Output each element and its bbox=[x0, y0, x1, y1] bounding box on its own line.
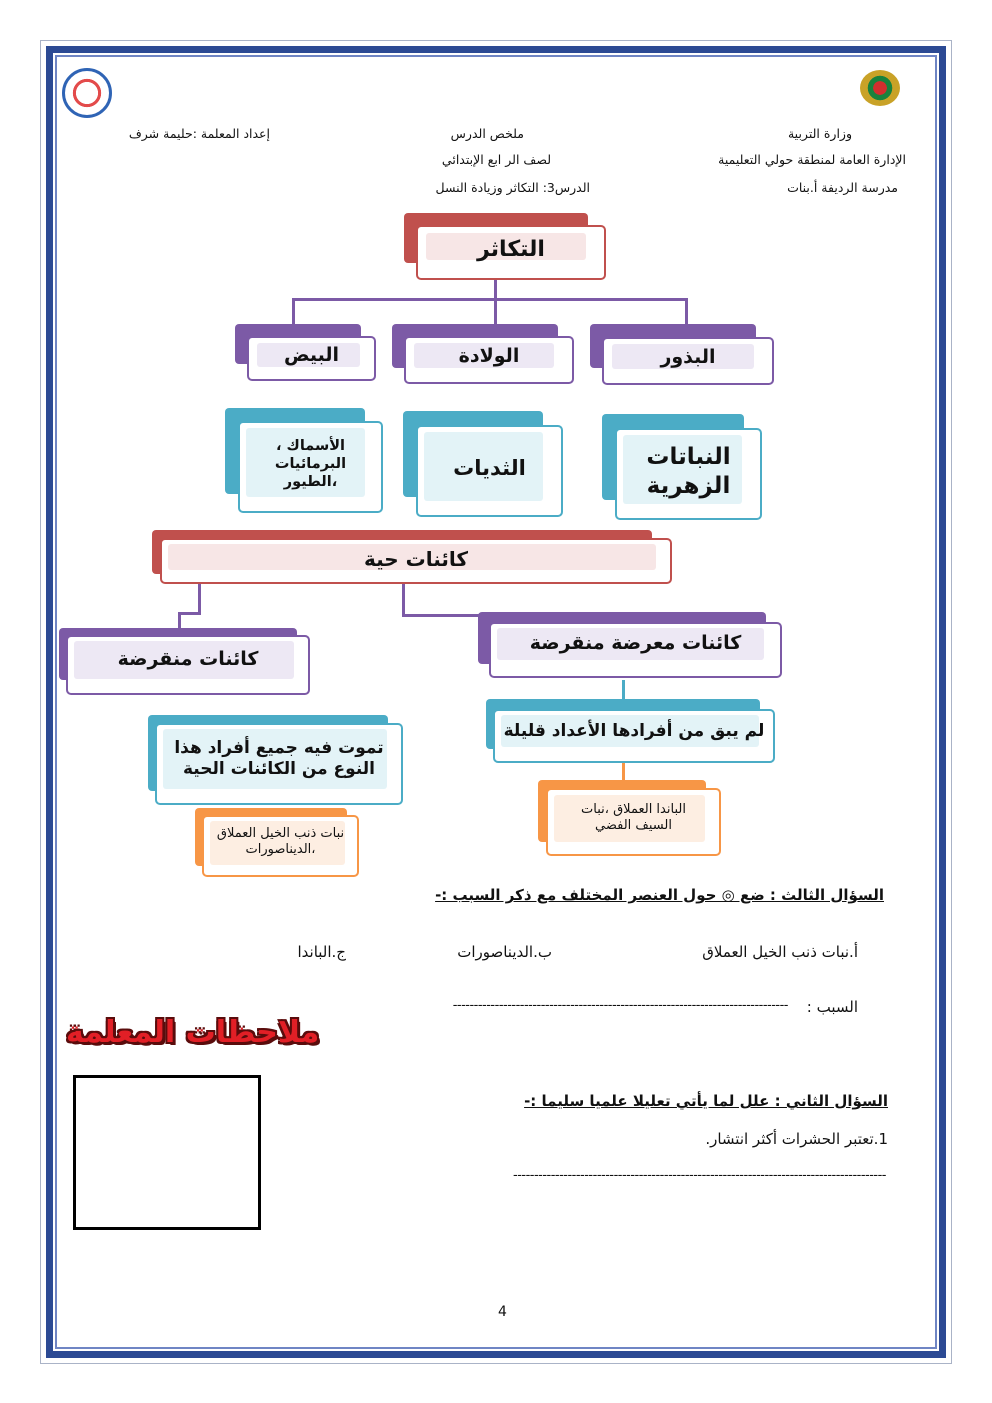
question2-item1: 1.تعتبر الحشرات أكثر انتشار. bbox=[705, 1130, 888, 1148]
root-box bbox=[416, 225, 606, 280]
question2-title: السؤال الثاني : علل لما يأتي تعليلا علميا سليما :- bbox=[524, 1092, 888, 1110]
lesson-title: الدرس3: التكاثر وزيادة النسل bbox=[435, 180, 590, 195]
extinct-examples: نبات ذنب الخيل العملاق ،الديناصورات bbox=[216, 825, 345, 857]
question3-option-c[interactable]: ج.الباندا bbox=[297, 943, 346, 961]
question3-reason-label: السبب : bbox=[806, 998, 858, 1016]
question3-title: السؤال الثالث : ضع ◎ حول العنصر المختلف مع ذكر السبب :- bbox=[435, 886, 884, 904]
extinct-label: كائنات منقرضة bbox=[117, 648, 259, 671]
connector bbox=[402, 614, 490, 617]
example-fish-box bbox=[238, 421, 383, 513]
branch-birth-label: الولادة bbox=[458, 345, 520, 368]
extinct-definition-box bbox=[155, 723, 403, 805]
question3-option-a[interactable]: أ.نبات ذنب الخيل العملاق bbox=[702, 943, 858, 961]
extinct-definition: تموت فيه جميع أفراد هذا النوع من الكائنات الحية bbox=[174, 737, 384, 779]
branch-eggs-label: البيض bbox=[283, 343, 340, 366]
connector bbox=[494, 280, 497, 300]
teacher-name: إعداد المعلمة :حليمة شرف bbox=[128, 126, 270, 141]
question2-answer-line[interactable]: ----------------------------------------------------------------------------------------- bbox=[513, 1168, 886, 1183]
branch-eggs-box bbox=[247, 336, 376, 381]
endangered-definition-box bbox=[493, 709, 775, 763]
school-logo bbox=[62, 68, 112, 118]
extinct-box bbox=[66, 635, 310, 695]
school-name: مدرسة الرديفة أ.بنات bbox=[787, 180, 898, 195]
connector bbox=[178, 612, 201, 615]
root-label: التكاثر bbox=[477, 236, 545, 262]
living-box bbox=[160, 538, 672, 584]
example-fish: الأسماك ، البرمائيات ،الطيور bbox=[274, 437, 347, 491]
endangered-label: كائنات معرضة منقرضة bbox=[529, 632, 742, 655]
page-number: 4 bbox=[498, 1304, 507, 1320]
connector bbox=[402, 584, 405, 616]
branch-seeds-box bbox=[602, 337, 774, 385]
teacher-notes-title: ملاحظات المعلمة bbox=[66, 1015, 320, 1050]
branch-seeds-label: البذور bbox=[660, 346, 716, 369]
teacher-notes-box[interactable] bbox=[73, 1075, 261, 1230]
living-label: كائنات حية bbox=[363, 546, 469, 571]
example-mammals-box bbox=[416, 425, 563, 517]
ministry-emblem bbox=[860, 70, 900, 106]
endangered-examples-box bbox=[546, 788, 721, 856]
summary-label: ملخص الدرس bbox=[450, 126, 524, 141]
endangered-box bbox=[489, 622, 782, 678]
grade-label: لصف الر ابع الإبتدائي bbox=[441, 152, 551, 167]
connector bbox=[622, 680, 625, 700]
example-flowering-plants: النباتات الزهرية bbox=[646, 444, 731, 499]
example-mammals: الثديات bbox=[453, 455, 526, 480]
extinct-examples-box bbox=[202, 815, 359, 877]
ministry-name: وزارة التربية bbox=[787, 126, 852, 141]
question3-option-b[interactable]: ب.الديناصورات bbox=[457, 943, 552, 961]
directorate-name: الإدارة العامة لمنطقة حولي التعليمية bbox=[718, 152, 906, 167]
connector bbox=[292, 298, 687, 301]
branch-birth-box bbox=[404, 336, 574, 384]
endangered-examples: الباندا العملاق ،نبات السيف الفضي bbox=[581, 801, 686, 833]
connector bbox=[685, 298, 688, 326]
endangered-definition: لم يبق من أفرادها الأعداد قليلة bbox=[503, 721, 765, 742]
connector bbox=[292, 298, 295, 326]
question3-reason-line[interactable]: -------------------------------------------------------------------------------- bbox=[452, 998, 788, 1013]
connector bbox=[494, 298, 497, 326]
connector bbox=[198, 584, 201, 614]
example-flowering-plants-box bbox=[615, 428, 762, 520]
connector bbox=[622, 763, 625, 781]
